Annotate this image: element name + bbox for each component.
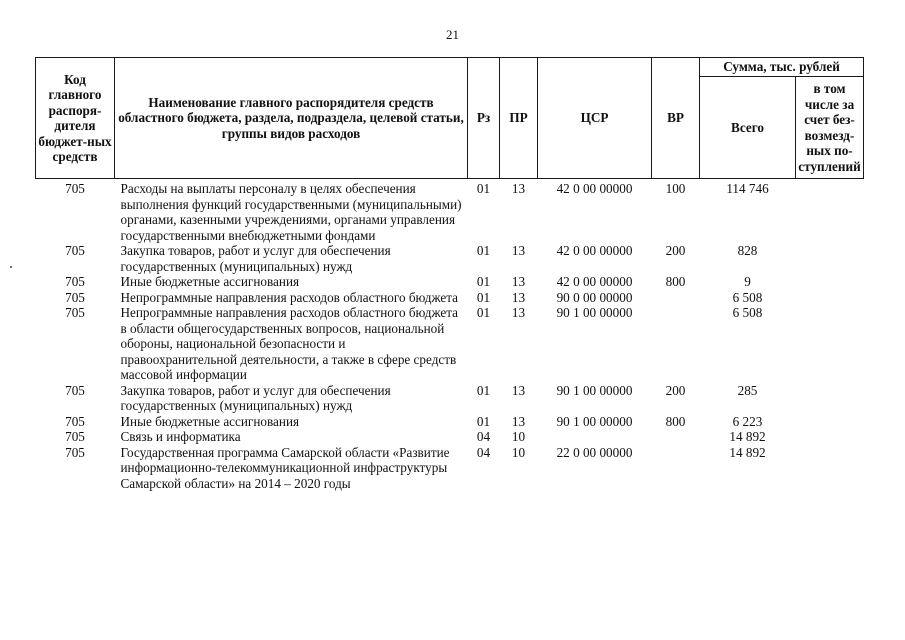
cell-total: 14 892 xyxy=(729,429,766,444)
cell-total: 6 508 xyxy=(732,289,763,305)
cell-total: 114 746 xyxy=(726,181,769,196)
cell-vr: 800 xyxy=(665,274,686,289)
cell-code: 705 xyxy=(65,429,85,444)
cell-pr: 13 xyxy=(511,243,526,258)
cell-pr: 13 xyxy=(511,274,526,289)
cell-rz: 01 xyxy=(476,289,491,305)
cell-csr: 90 1 00 00000 xyxy=(556,413,633,429)
cell-code: 705 xyxy=(65,181,85,196)
cell-pr: 13 xyxy=(511,382,526,398)
cell-rz: 01 xyxy=(476,382,491,398)
cell-grants xyxy=(796,305,864,383)
header-pr: ПР xyxy=(500,58,538,179)
cell-vr xyxy=(652,429,700,445)
cell-grants xyxy=(796,383,864,414)
header-vr: ВР xyxy=(652,58,700,179)
cell-total: 285 xyxy=(737,382,758,398)
cell-csr: 90 1 00 00000 xyxy=(556,382,633,398)
cell-csr: 22 0 00 00000 xyxy=(556,444,633,460)
cell-grants xyxy=(796,179,864,244)
table-row xyxy=(36,274,864,290)
cell-csr xyxy=(538,429,652,445)
table-body xyxy=(36,179,864,492)
table-row xyxy=(36,414,864,430)
table-row xyxy=(36,243,864,274)
cell-total: 9 xyxy=(744,274,751,289)
cell-vr: 100 xyxy=(665,181,686,196)
cell-name: Закупка товаров, работ и услуг для обеспечения государственных (муниципальных) нужд xyxy=(120,382,391,413)
cell-vr: 800 xyxy=(665,413,686,429)
cell-grants xyxy=(796,414,864,430)
budget-table xyxy=(35,57,864,491)
cell-total: 14 892 xyxy=(729,444,766,460)
header-total: Всего xyxy=(700,77,796,179)
cell-rz: 01 xyxy=(476,243,491,258)
cell-vr xyxy=(652,290,700,306)
cell-code: 705 xyxy=(65,444,85,460)
header-sum-group: Сумма, тыс. рублей xyxy=(700,58,864,77)
cell-code: 705 xyxy=(65,382,85,398)
cell-rz: 01 xyxy=(476,305,491,320)
scan-speck xyxy=(10,266,12,268)
cell-vr: 200 xyxy=(665,382,686,398)
cell-csr: 42 0 00 00000 xyxy=(556,243,633,258)
cell-code: 705 xyxy=(65,274,85,289)
cell-name: Государственная программа Самарской области «Развитие информационно-телекоммуникационной инфраструктуры Самарской области» на 2014 – 2020 годы xyxy=(120,444,450,491)
header-csr: ЦСР xyxy=(538,58,652,179)
cell-rz: 04 xyxy=(476,429,491,444)
cell-name: Связь и информатика xyxy=(120,429,241,444)
header-rz: Рз xyxy=(468,58,500,179)
cell-rz: 04 xyxy=(476,444,491,460)
header-code: Код главного распоря-дителя бюджет-ных средств xyxy=(36,58,115,179)
cell-rz: 01 xyxy=(476,181,491,196)
cell-code: 705 xyxy=(65,305,85,320)
cell-code: 705 xyxy=(65,289,85,305)
cell-rz: 01 xyxy=(476,413,491,429)
cell-pr: 13 xyxy=(511,289,526,305)
cell-grants xyxy=(796,274,864,290)
table-row xyxy=(36,290,864,306)
cell-grants xyxy=(796,243,864,274)
table-row xyxy=(36,179,864,244)
header-grants: в том числе за счет без-возмезд-ных по-ступлений xyxy=(796,77,864,179)
cell-pr: 13 xyxy=(511,305,526,320)
cell-grants xyxy=(796,290,864,306)
cell-csr: 90 0 00 00000 xyxy=(556,289,633,305)
cell-name: Закупка товаров, работ и услуг для обеспечения государственных (муниципальных) нужд xyxy=(120,243,391,274)
cell-total: 6 223 xyxy=(732,413,763,429)
header-name: Наименование главного распорядителя средств областного бюджета, раздела, подраздела, целевой статьи, группы видов расходов xyxy=(115,58,468,179)
table-row xyxy=(36,445,864,492)
cell-name: Иные бюджетные ассигнования xyxy=(120,274,300,289)
cell-name: Непрограммные направления расходов областного бюджета в области общегосударственных вопросов, национальной обороны, национальной безопасности и правоохранительной деятельности, а также в сфере средств массовой информации xyxy=(120,305,459,382)
cell-name: Иные бюджетные ассигнования xyxy=(120,413,300,429)
page-number: 21 xyxy=(446,27,459,42)
cell-vr: 200 xyxy=(665,243,686,258)
cell-pr: 10 xyxy=(511,444,526,460)
table-header xyxy=(36,58,864,179)
cell-vr xyxy=(652,305,700,383)
table-row xyxy=(36,429,864,445)
cell-name: Расходы на выплаты персоналу в целях обеспечения выполнения функций государственными (муниципальными) органами, казенными учреждениями, органами управления государственными внебюджетными фондами xyxy=(120,181,462,243)
cell-total: 6 508 xyxy=(732,305,763,320)
cell-code: 705 xyxy=(65,413,85,429)
cell-total: 828 xyxy=(737,243,758,258)
cell-rz: 01 xyxy=(476,274,491,289)
cell-code: 705 xyxy=(65,243,85,258)
cell-pr: 13 xyxy=(511,413,526,429)
cell-name: Непрограммные направления расходов областного бюджета xyxy=(120,289,459,305)
cell-csr: 42 0 00 00000 xyxy=(556,274,633,289)
table-row xyxy=(36,383,864,414)
table-row xyxy=(36,305,864,383)
cell-csr: 90 1 00 00000 xyxy=(556,305,633,320)
cell-grants xyxy=(796,445,864,492)
cell-csr: 42 0 00 00000 xyxy=(556,181,633,196)
cell-pr: 10 xyxy=(511,429,526,444)
cell-vr xyxy=(652,445,700,492)
cell-pr: 13 xyxy=(511,181,526,196)
cell-grants xyxy=(796,429,864,445)
